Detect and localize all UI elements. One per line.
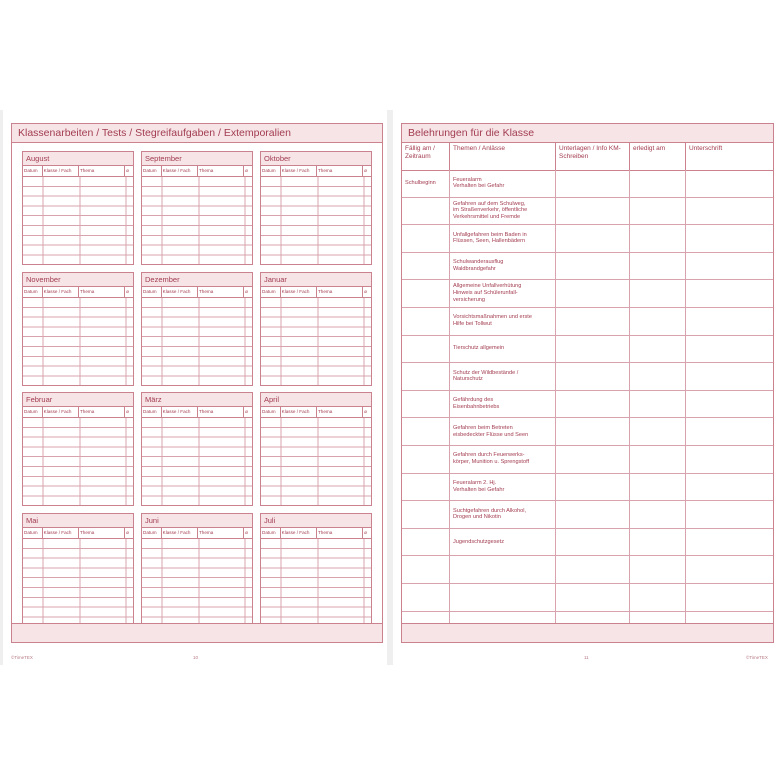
topic-cell: Gefahren auf dem Schulweg, im Straßenverkehr, öffentliche Verkehrsmittel und Fremde: [450, 198, 556, 225]
entry-lines[interactable]: [23, 418, 133, 505]
header-signature: Unterschrift: [689, 145, 723, 152]
topic-cell: Gefahren durch Feuerwerks- körper, Munition u. Sprengstoff: [450, 446, 556, 473]
table-row: [402, 529, 773, 557]
entry-lines[interactable]: [23, 298, 133, 385]
done-cell[interactable]: [630, 391, 686, 418]
done-cell[interactable]: [630, 474, 686, 501]
topic-cell: Gefährdung des Eisenbahnbetriebs: [450, 391, 556, 418]
documents-cell[interactable]: [556, 418, 630, 445]
column-label: ø: [364, 530, 367, 535]
month-name: Oktober: [261, 152, 371, 166]
topic-cell: [450, 584, 556, 611]
documents-cell[interactable]: [556, 556, 630, 583]
month-columns: [142, 166, 252, 177]
entry-lines[interactable]: [23, 177, 133, 264]
table-row: [402, 501, 773, 529]
column-label: Thema: [198, 528, 244, 538]
due-cell[interactable]: [402, 198, 450, 225]
table-row: [402, 418, 773, 446]
entry-lines[interactable]: [261, 539, 371, 626]
month-box: [22, 513, 134, 627]
signature-cell[interactable]: [686, 529, 773, 556]
month-columns: [261, 528, 371, 539]
left-page-number: 10: [193, 655, 199, 660]
documents-cell[interactable]: [556, 391, 630, 418]
signature-cell[interactable]: [686, 501, 773, 528]
done-cell[interactable]: [630, 253, 686, 280]
documents-cell[interactable]: [556, 474, 630, 501]
due-cell[interactable]: [402, 253, 450, 280]
month-columns: [261, 287, 371, 298]
column-label: Klasse / Fach: [281, 166, 317, 176]
entry-lines[interactable]: [23, 539, 133, 626]
month-columns: [23, 287, 133, 298]
topic-cell: Feueralarm Verhalten bei Gefahr: [450, 170, 556, 197]
column-label: Klasse / Fach: [281, 528, 317, 538]
column-label: Datum: [23, 528, 43, 538]
month-name: März: [142, 393, 252, 407]
column-label: Datum: [261, 407, 281, 417]
month-columns: [23, 407, 133, 418]
table-row: [402, 308, 773, 336]
due-cell[interactable]: [402, 336, 450, 363]
column-label: ø: [245, 289, 248, 294]
table-row: [402, 391, 773, 419]
topic-cell: Feueralarm 2. Hj. Verhalten bei Gefahr: [450, 474, 556, 501]
column-label: ø: [245, 168, 248, 173]
documents-cell[interactable]: [556, 446, 630, 473]
documents-cell[interactable]: [556, 198, 630, 225]
column-label: Datum: [23, 166, 43, 176]
column-label: Thema: [79, 287, 125, 297]
left-page-title: Klassenarbeiten / Tests / Stegreifaufgaben / Extemporalien: [12, 124, 382, 143]
month-box: [141, 392, 253, 506]
month-name: Juli: [261, 514, 371, 528]
table-row: [402, 584, 773, 612]
month-box: [22, 151, 134, 265]
due-cell[interactable]: [402, 308, 450, 335]
signature-cell[interactable]: [686, 474, 773, 501]
documents-cell[interactable]: [556, 336, 630, 363]
left-page: [3, 110, 387, 665]
column-label: Thema: [317, 166, 363, 176]
signature-cell[interactable]: [686, 280, 773, 307]
month-name: Februar: [23, 393, 133, 407]
topic-cell: Gefahren beim Betreten eisbedeckter Flüsse und Seen: [450, 418, 556, 445]
done-cell[interactable]: [630, 529, 686, 556]
documents-cell[interactable]: [556, 529, 630, 556]
exams-frame: [11, 123, 383, 643]
month-box: [141, 272, 253, 386]
month-name: August: [23, 152, 133, 166]
right-brand: ©TimeTEX: [746, 655, 768, 660]
column-label: Datum: [23, 407, 43, 417]
column-label: Datum: [142, 528, 162, 538]
documents-cell[interactable]: [556, 225, 630, 252]
table-row: [402, 198, 773, 226]
documents-cell[interactable]: [556, 253, 630, 280]
done-cell[interactable]: [630, 446, 686, 473]
table-row: [402, 280, 773, 308]
table-row: [402, 474, 773, 502]
column-label: Thema: [317, 287, 363, 297]
column-label: Klasse / Fach: [43, 528, 79, 538]
due-cell[interactable]: [402, 556, 450, 583]
column-label: Thema: [317, 528, 363, 538]
done-cell[interactable]: [630, 170, 686, 197]
month-name: Januar: [261, 273, 371, 287]
due-cell[interactable]: [402, 501, 450, 528]
left-footer-band: [12, 623, 382, 642]
signature-cell[interactable]: [686, 446, 773, 473]
entry-lines[interactable]: [142, 298, 252, 385]
table-row: [402, 363, 773, 391]
column-label: ø: [126, 168, 129, 173]
right-page: [393, 110, 780, 665]
month-box: [260, 272, 372, 386]
month-box: [22, 392, 134, 506]
table-body: [402, 170, 773, 639]
signature-cell[interactable]: [686, 198, 773, 225]
signature-cell[interactable]: [686, 584, 773, 611]
column-label: Klasse / Fach: [43, 407, 79, 417]
table-row: [402, 336, 773, 364]
signature-cell[interactable]: [686, 391, 773, 418]
done-cell[interactable]: [630, 225, 686, 252]
column-label: Thema: [79, 407, 125, 417]
done-cell[interactable]: [630, 584, 686, 611]
done-cell[interactable]: [630, 363, 686, 390]
right-footer-band: [402, 623, 773, 642]
topic-cell: Suchtgefahren durch Alkohol, Drogen und Nikotin: [450, 501, 556, 528]
signature-cell[interactable]: [686, 308, 773, 335]
column-label: Datum: [261, 287, 281, 297]
column-label: Datum: [142, 407, 162, 417]
column-label: Datum: [142, 166, 162, 176]
column-label: ø: [364, 168, 367, 173]
month-columns: [23, 166, 133, 177]
column-label: Datum: [142, 287, 162, 297]
entry-lines[interactable]: [261, 418, 371, 505]
topic-cell: Vorsichtsmaßnahmen und erste Hilfe bei Tollwut: [450, 308, 556, 335]
column-label: ø: [126, 530, 129, 535]
month-name: September: [142, 152, 252, 166]
column-label: ø: [126, 409, 129, 414]
done-cell[interactable]: [630, 308, 686, 335]
column-label: Datum: [261, 528, 281, 538]
topic-cell: Allgemeine Unfallverhütung Hinweis auf Schülerunfall- versicherung: [450, 280, 556, 307]
done-cell[interactable]: [630, 336, 686, 363]
due-cell[interactable]: [402, 225, 450, 252]
due-cell[interactable]: [402, 474, 450, 501]
topic-cell: Schutz der Wildbestände / Naturschutz: [450, 363, 556, 390]
column-label: ø: [245, 530, 248, 535]
done-cell[interactable]: [630, 198, 686, 225]
planner-spread: [0, 110, 780, 665]
due-cell[interactable]: [402, 391, 450, 418]
documents-cell[interactable]: [556, 170, 630, 197]
entry-lines[interactable]: [261, 177, 371, 264]
signature-cell[interactable]: [686, 336, 773, 363]
table-row: [402, 225, 773, 253]
column-label: ø: [126, 289, 129, 294]
table-row: [402, 446, 773, 474]
signature-cell[interactable]: [686, 556, 773, 583]
column-label: Klasse / Fach: [281, 407, 317, 417]
column-label: Thema: [198, 166, 244, 176]
month-box: [141, 151, 253, 265]
month-columns: [142, 287, 252, 298]
month-columns: [261, 166, 371, 177]
due-cell[interactable]: [402, 418, 450, 445]
documents-cell[interactable]: [556, 363, 630, 390]
column-label: ø: [364, 289, 367, 294]
due-cell[interactable]: [402, 584, 450, 611]
table-header: [402, 143, 773, 171]
column-label: Thema: [79, 166, 125, 176]
topic-cell: Unfallgefahren beim Baden in Flüssen, Seen, Hallenbädern: [450, 225, 556, 252]
signature-cell[interactable]: [686, 170, 773, 197]
done-cell[interactable]: [630, 501, 686, 528]
entry-lines[interactable]: [142, 177, 252, 264]
right-page-number: 11: [584, 655, 589, 660]
topic-cell: Schulwanderausflug Waldbrandgefahr: [450, 253, 556, 280]
column-label: Klasse / Fach: [281, 287, 317, 297]
column-label: Thema: [317, 407, 363, 417]
column-label: Datum: [261, 166, 281, 176]
topic-cell: [450, 556, 556, 583]
header-documents: Unterlagen / Info KM-Schreiben: [556, 143, 630, 170]
due-cell[interactable]: [402, 363, 450, 390]
month-columns: [23, 528, 133, 539]
done-cell[interactable]: [630, 418, 686, 445]
month-box: [260, 151, 372, 265]
table-row: [402, 556, 773, 584]
topic-cell: Jugendschutzgesetz: [450, 529, 556, 556]
month-name: Mai: [23, 514, 133, 528]
month-box: [141, 513, 253, 627]
documents-cell[interactable]: [556, 308, 630, 335]
due-cell[interactable]: Schulbeginn: [402, 170, 450, 197]
topic-cell: Tierschutz allgemein: [450, 336, 556, 363]
signature-cell[interactable]: [686, 225, 773, 252]
instructions-frame: [401, 123, 774, 643]
month-name: Juni: [142, 514, 252, 528]
column-label: Klasse / Fach: [162, 166, 198, 176]
documents-cell[interactable]: [556, 584, 630, 611]
column-label: ø: [245, 409, 248, 414]
month-columns: [142, 407, 252, 418]
header-topics: Themen / Anlässe: [450, 143, 556, 170]
done-cell[interactable]: [630, 556, 686, 583]
entry-lines[interactable]: [142, 539, 252, 626]
signature-cell[interactable]: [686, 418, 773, 445]
column-label: Klasse / Fach: [43, 287, 79, 297]
column-label: ø: [364, 409, 367, 414]
due-cell[interactable]: [402, 280, 450, 307]
month-name: November: [23, 273, 133, 287]
entry-lines[interactable]: [142, 418, 252, 505]
signature-cell[interactable]: [686, 363, 773, 390]
month-columns: [142, 528, 252, 539]
entry-lines[interactable]: [261, 298, 371, 385]
table-row: [402, 253, 773, 281]
header-due: Fällig am / Zeitraum: [402, 143, 450, 170]
month-name: Dezember: [142, 273, 252, 287]
column-label: Thema: [198, 287, 244, 297]
month-name: April: [261, 393, 371, 407]
column-label: Klasse / Fach: [162, 407, 198, 417]
documents-cell[interactable]: [556, 280, 630, 307]
left-brand: ©TimeTEX: [11, 655, 33, 660]
due-cell[interactable]: [402, 529, 450, 556]
right-page-title: Belehrungen für die Klasse: [402, 124, 773, 143]
month-columns: [261, 407, 371, 418]
month-box: [260, 513, 372, 627]
due-cell[interactable]: [402, 446, 450, 473]
month-box: [260, 392, 372, 506]
column-label: Klasse / Fach: [43, 166, 79, 176]
column-label: Datum: [23, 287, 43, 297]
signature-cell[interactable]: [686, 253, 773, 280]
month-box: [22, 272, 134, 386]
column-label: Thema: [198, 407, 244, 417]
column-label: Klasse / Fach: [162, 287, 198, 297]
header-done: erledigt am: [630, 143, 686, 170]
column-label: Klasse / Fach: [162, 528, 198, 538]
done-cell[interactable]: [630, 280, 686, 307]
table-row: [402, 170, 773, 198]
column-label: Thema: [79, 528, 125, 538]
documents-cell[interactable]: [556, 501, 630, 528]
